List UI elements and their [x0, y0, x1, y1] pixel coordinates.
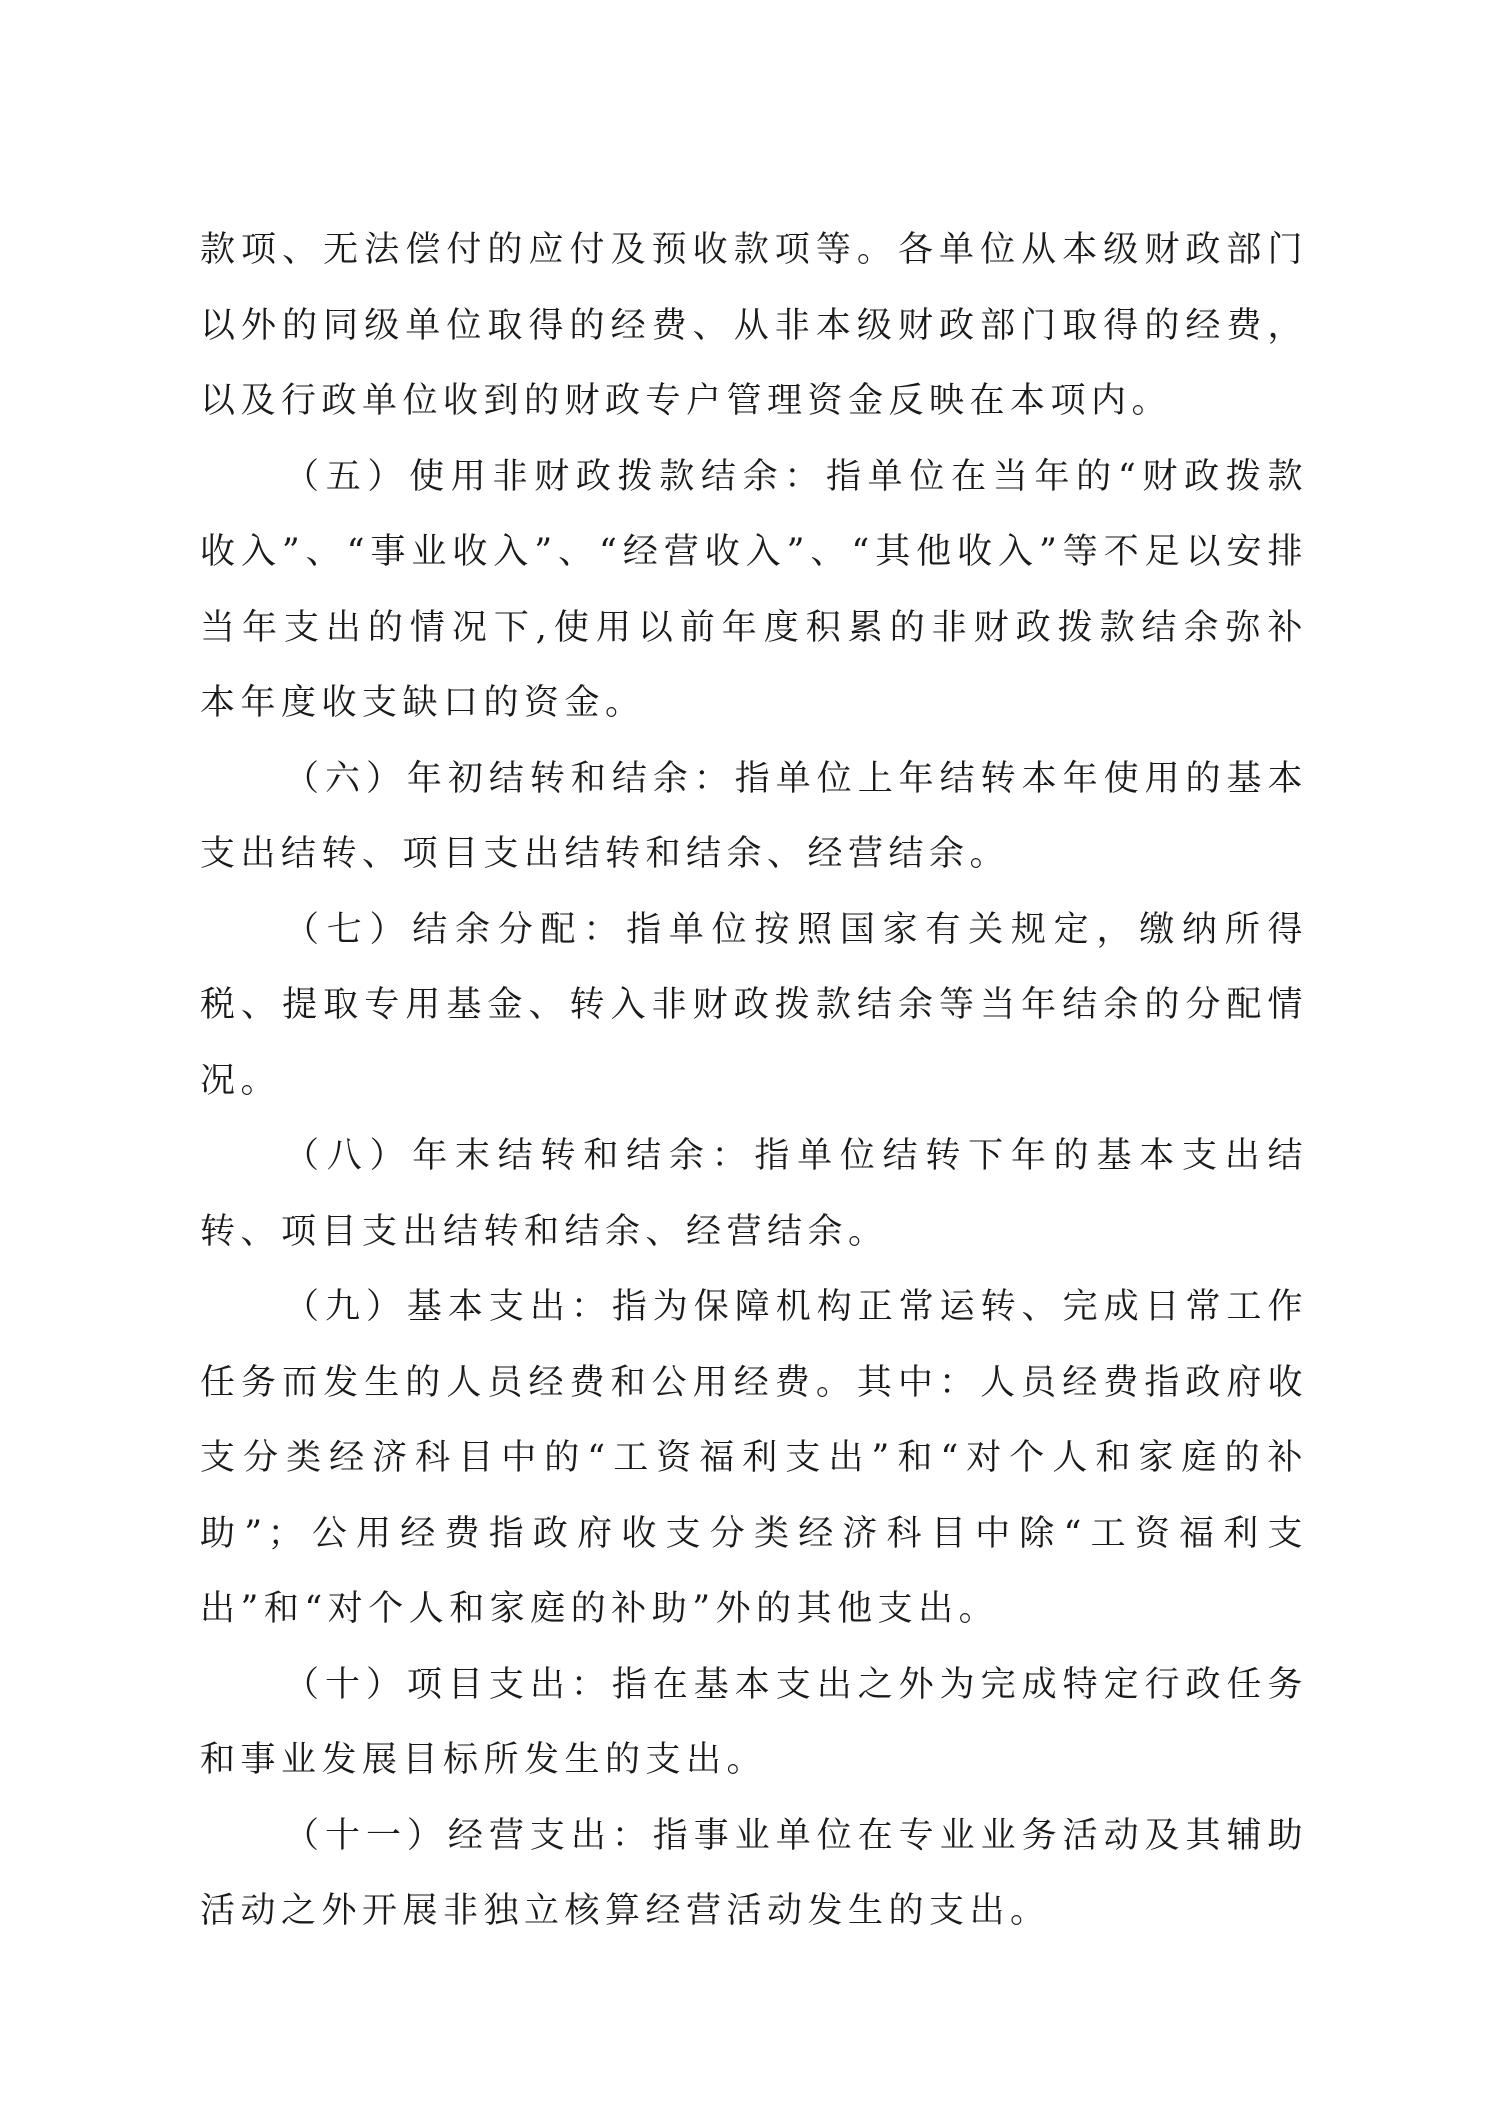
paragraph-item-9: （九）基本支出：指为保障机构正常运转、完成日常工作任务而发生的人员经费和公用经费。其中：人员经费指政府收支分类经济科目中的“工资福利支出”和“对个人和家庭的补助”；公用经费指政府收支分类经济科目中除“工资福利支出”和“对个人和家庭的补助”外的其他支出。 — [200, 1287, 1308, 1629]
paragraph-item-6: （六）年初结转和结余：指单位上年结转本年使用的基本支出结转、项目支出结转和结余、经营结余。 — [200, 758, 1308, 874]
paragraph-item-8: （八）年末结转和结余：指单位结转下年的基本支出结转、项目支出结转和结余、经营结余。 — [200, 1136, 1308, 1252]
paragraph-item-10: （十）项目支出：指在基本支出之外为完成特定行政任务和事业发展目标所发生的支出。 — [200, 1664, 1308, 1780]
document-page — [200, 213, 1308, 1950]
paragraph-item-5: （五）使用非财政拨款结余：指单位在当年的“财政拨款收入”、“事业收入”、“经营收入”、“其他收入”等不足以安排当年支出的情况下,使用以前年度积累的非财政拨款结余弥补本年度收支缺口的资金。 — [200, 456, 1308, 723]
paragraph-intro-continuation: 款项、无法偿付的应付及预收款项等。各单位从本级财政部门以外的同级单位取得的经费、从非本级财政部门取得的经费，以及行政单位收到的财政专户管理资金反映在本项内。 — [200, 230, 1308, 421]
paragraph-item-11: （十一）经营支出：指事业单位在专业业务活动及其辅助活动之外开展非独立核算经营活动发生的支出。 — [200, 1815, 1308, 1931]
paragraph-item-7: （七）结余分配：指单位按照国家有关规定，缴纳所得税、提取专用基金、转入非财政拨款结余等当年结余的分配情况。 — [200, 909, 1308, 1101]
